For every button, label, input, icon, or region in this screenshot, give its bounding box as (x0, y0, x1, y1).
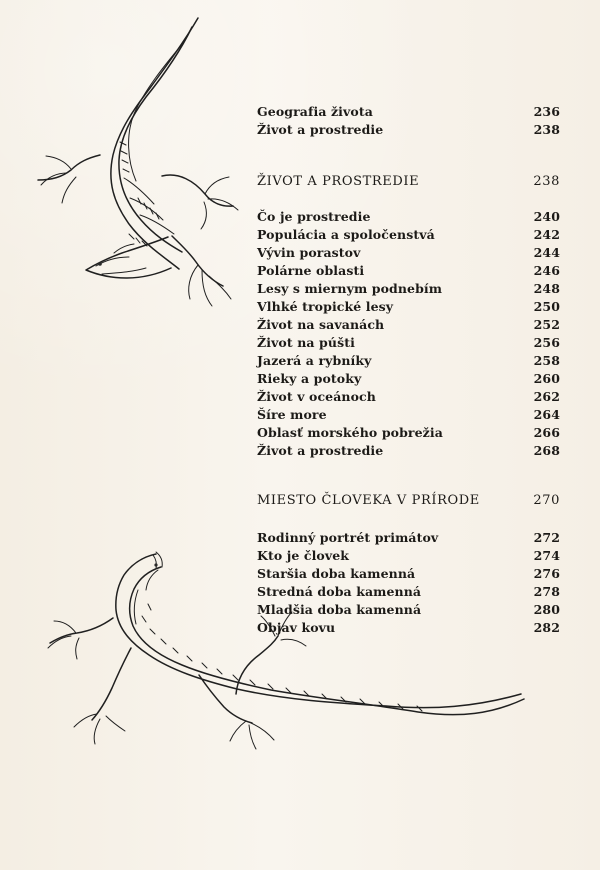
lizard-illustration-top-icon (18, 10, 258, 340)
toc-page-number: 268 (533, 443, 560, 458)
toc-row-intro-1[interactable] (257, 103, 560, 121)
toc-row[interactable] (257, 406, 560, 424)
toc-title: Objav kovu (257, 620, 336, 635)
toc-row[interactable] (257, 583, 560, 601)
toc-row[interactable] (257, 280, 560, 298)
toc-title: Život na púšti (257, 335, 355, 350)
toc-page-number: 282 (533, 620, 560, 635)
section-heading-place-of-man[interactable] (257, 491, 560, 511)
toc-title: Kto je človek (257, 548, 350, 563)
toc-title: Stredná doba kamenná (257, 584, 422, 599)
toc-title: Jazerá a rybníky (257, 353, 372, 368)
toc-title: Geografia života (257, 104, 373, 119)
section-heading-page: 238 (533, 174, 560, 189)
toc-page-number: 260 (533, 371, 560, 386)
section-heading-title: MIESTO ČLOVEKA V PRÍRODE (257, 493, 480, 508)
toc-title: Oblasť morského pobrežia (257, 425, 443, 440)
toc-row[interactable] (257, 565, 560, 583)
toc-title: Lesy s miernym podnebím (257, 281, 443, 296)
toc-row[interactable] (257, 388, 560, 406)
toc-row[interactable] (257, 316, 560, 334)
toc-page-number: 272 (533, 530, 560, 545)
toc-page-number: 248 (533, 281, 560, 296)
toc-page-number: 274 (533, 548, 560, 563)
toc-title: Rieky a potoky (257, 371, 362, 386)
toc-page-number: 250 (533, 299, 560, 314)
section-heading-life-and-environment[interactable] (257, 172, 560, 192)
toc-title: Život a prostredie (257, 443, 384, 458)
toc-row-intro-2[interactable] (257, 121, 560, 139)
toc-row[interactable] (257, 370, 560, 388)
toc-page-number: 238 (533, 122, 560, 137)
toc-row[interactable] (257, 208, 560, 226)
toc-row[interactable] (257, 298, 560, 316)
toc-page-number: 280 (533, 602, 560, 617)
toc-list-life-and-environment (257, 208, 560, 460)
toc-page-number: 252 (533, 317, 560, 332)
toc-row[interactable] (257, 424, 560, 442)
toc-page-number: 258 (533, 353, 560, 368)
toc-page-number: 262 (533, 389, 560, 404)
section-heading-title: ŽIVOT A PROSTREDIE (257, 174, 420, 189)
toc-intro (257, 103, 560, 139)
toc-page-number: 236 (533, 104, 560, 119)
toc-title: Staršia doba kamenná (257, 566, 416, 581)
toc-page-number: 240 (533, 209, 560, 224)
toc-page-number: 278 (533, 584, 560, 599)
toc-title: Život v oceánoch (257, 389, 376, 404)
toc-page-number: 276 (533, 566, 560, 581)
toc-page-number: 246 (533, 263, 560, 278)
toc-title: Mladšia doba kamenná (257, 602, 422, 617)
toc-title: Život a prostredie (257, 122, 384, 137)
toc-title: Čo je prostredie (257, 209, 371, 224)
toc-row[interactable] (257, 529, 560, 547)
toc-title: Polárne oblasti (257, 263, 365, 278)
toc-page-number: 264 (533, 407, 560, 422)
toc-list-place-of-man (257, 529, 560, 637)
toc-page-number: 242 (533, 227, 560, 242)
toc-page-number: 244 (533, 245, 560, 260)
toc-title: Život na savanách (257, 317, 385, 332)
toc-row[interactable] (257, 244, 560, 262)
toc-row[interactable] (257, 442, 560, 460)
toc-title: Šíre more (257, 407, 327, 422)
section-heading-page: 270 (533, 493, 560, 508)
toc-title: Rodinný portrét primátov (257, 530, 439, 545)
toc-page-number: 266 (533, 425, 560, 440)
toc-section-place-of-man (257, 491, 560, 511)
toc-page-number: 256 (533, 335, 560, 350)
toc-row[interactable] (257, 226, 560, 244)
toc-title: Vývin porastov (257, 245, 361, 260)
toc-section-life-and-environment (257, 172, 560, 192)
toc-title: Populácia a spoločenstvá (257, 227, 435, 242)
toc-row[interactable] (257, 619, 560, 637)
toc-row[interactable] (257, 601, 560, 619)
toc-row[interactable] (257, 547, 560, 565)
toc-row[interactable] (257, 352, 560, 370)
toc-row[interactable] (257, 262, 560, 280)
toc-title: Vlhké tropické lesy (257, 299, 394, 314)
toc-row[interactable] (257, 334, 560, 352)
